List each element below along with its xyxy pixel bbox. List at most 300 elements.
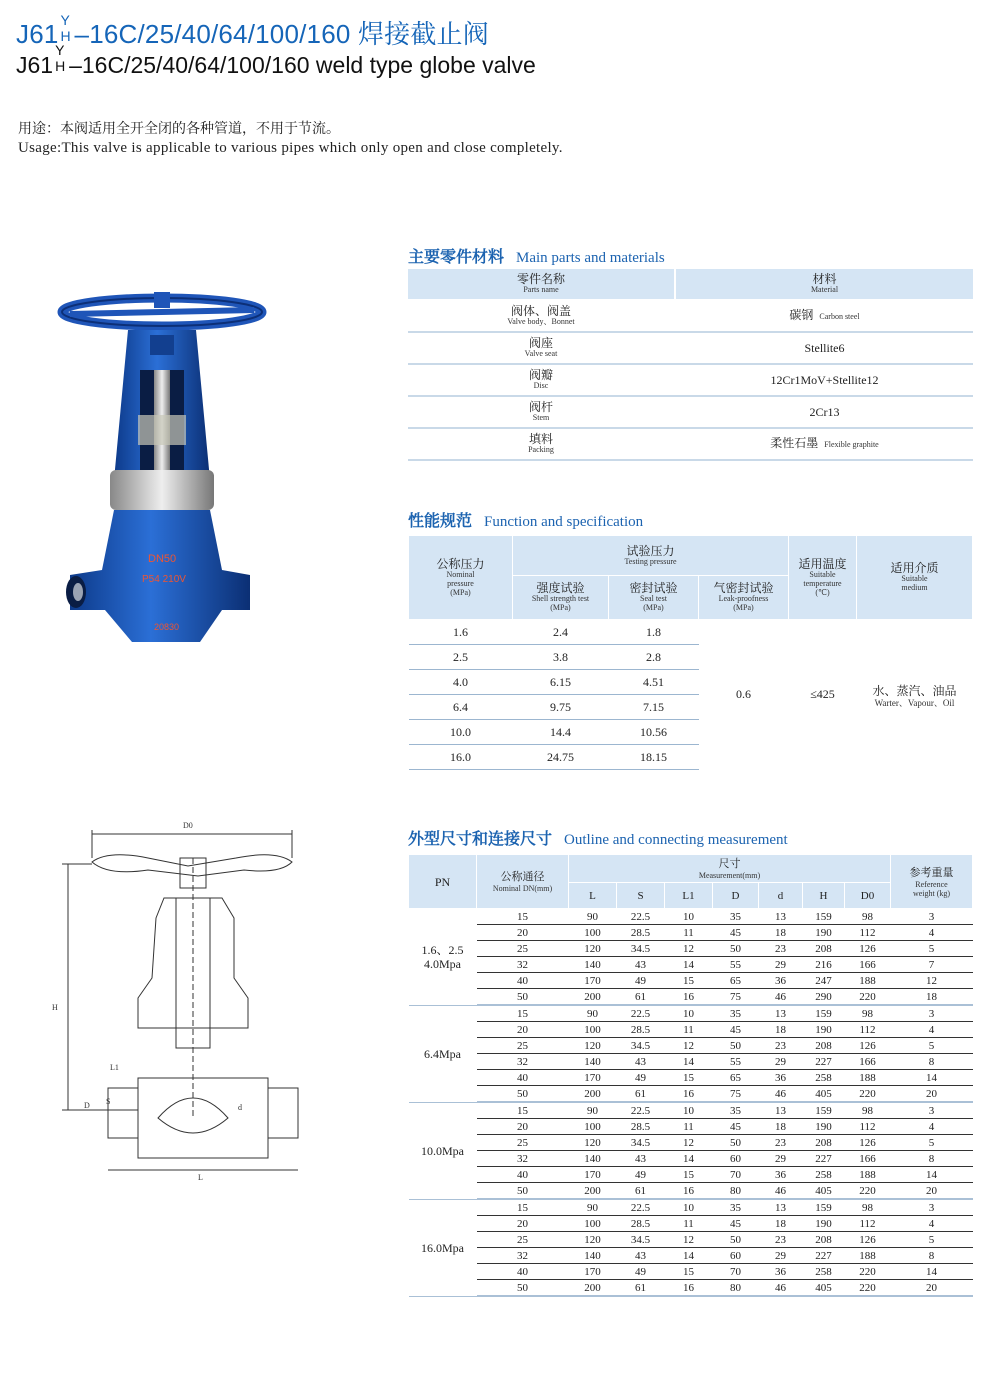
table-row: 填料 Packing 柔性石墨 Flexible graphite [408, 428, 973, 460]
table-row [409, 973, 973, 989]
photo-mark-serial: 20830 [154, 622, 180, 632]
table-row [409, 1119, 973, 1135]
table-cell: 258 [803, 1070, 845, 1086]
table-cell: 40 [477, 1264, 569, 1280]
table-cell: 200 [569, 1086, 617, 1103]
table-cell: 14 [665, 1054, 713, 1070]
pressure-group-label: 1.6、2.5 4.0Mpa [409, 909, 477, 1006]
table-cell: 14 [891, 1167, 973, 1183]
dim-small-d: d [238, 1103, 242, 1112]
table-cell: 15 [477, 1102, 569, 1119]
table-cell: 4 [891, 925, 973, 941]
header-material: 材料 Material [675, 269, 973, 300]
table-cell: 120 [569, 1038, 617, 1054]
header-col-d: D [713, 883, 759, 909]
table-cell: 140 [569, 1248, 617, 1264]
table-cell: 3 [891, 1199, 973, 1216]
table-cell: 36 [759, 1167, 803, 1183]
temp-value: ≤425 [810, 687, 835, 702]
table-cell: 405 [803, 1183, 845, 1200]
table-cell: 200 [569, 989, 617, 1006]
table-cell: 10 [665, 909, 713, 925]
table-cell: 8 [891, 1151, 973, 1167]
table-row [409, 1264, 973, 1280]
table-cell: 50 [477, 1086, 569, 1103]
table-cell: 65 [713, 973, 759, 989]
table-cell: 10 [665, 1199, 713, 1216]
table-row: 阀体、阀盖 Valve body、Bonnet 碳钢 Carbon steel [408, 300, 973, 332]
table-cell: 405 [803, 1280, 845, 1297]
table-cell: 23 [759, 1135, 803, 1151]
table-cell: 3 [891, 1102, 973, 1119]
table-cell: 61 [617, 989, 665, 1006]
table-row [409, 989, 973, 1006]
table-row: 阀座 Valve seat Stellite6 [408, 332, 973, 364]
table-cell: 140 [569, 1054, 617, 1070]
table-cell: 15 [665, 973, 713, 989]
parts-table [408, 269, 973, 461]
header-nominal: 公称压力 Nominal pressure (MPa) [409, 536, 513, 620]
table-cell: 12 [891, 973, 973, 989]
header-col-l1: L1 [665, 883, 713, 909]
valve-drawing [48, 818, 338, 1198]
table-cell: 16 [665, 1183, 713, 1200]
table-cell: 70 [713, 1264, 759, 1280]
table-cell: 43 [617, 1248, 665, 1264]
table-cell: 11 [665, 925, 713, 941]
page-title-cn: J61 Y H –16C/25/40/64/100/160 焊接截止阀 [16, 12, 489, 49]
table-cell: 190 [803, 1022, 845, 1038]
table-row: 6.4 9.75 7.15 [409, 695, 973, 720]
header-col-s: S [617, 883, 665, 909]
table-cell: 75 [713, 989, 759, 1006]
table-cell: 22.5 [617, 909, 665, 925]
table-row [409, 925, 973, 941]
table-cell: 5 [891, 1135, 973, 1151]
table-row [409, 1216, 973, 1232]
table-cell: 120 [569, 1232, 617, 1248]
table-cell: 35 [713, 1199, 759, 1216]
table-cell: 14 [665, 957, 713, 973]
table-cell: 190 [803, 1119, 845, 1135]
table-cell: 45 [713, 1119, 759, 1135]
table-cell: 227 [803, 1054, 845, 1070]
table-cell: 98 [845, 909, 891, 925]
table-cell: 12 [665, 941, 713, 957]
table-cell: 28.5 [617, 1119, 665, 1135]
table-cell: 20 [891, 1086, 973, 1103]
table-cell: 50 [713, 1232, 759, 1248]
table-cell: 98 [845, 1005, 891, 1022]
table-row [409, 1070, 973, 1086]
table-cell: 220 [845, 1086, 891, 1103]
table-cell: 100 [569, 925, 617, 941]
header-weight: 参考重量 Reference weight (kg) [891, 855, 973, 909]
table-cell: 45 [713, 1216, 759, 1232]
table-cell: 18 [759, 1022, 803, 1038]
dim-s: S [106, 1097, 111, 1106]
table-cell: 220 [845, 1280, 891, 1297]
table-cell: 46 [759, 1183, 803, 1200]
table-cell: 5 [891, 1232, 973, 1248]
usage-en: Usage:This valve is applicable to various pipes which only open and close completely. [18, 140, 563, 156]
header-measurement: 尺寸 Measurement(mm) [569, 855, 891, 883]
table-cell: 10 [665, 1005, 713, 1022]
table-cell: 80 [713, 1280, 759, 1297]
table-cell: 15 [477, 909, 569, 925]
table-cell: 49 [617, 1167, 665, 1183]
table-row [409, 1248, 973, 1264]
table-cell: 14 [891, 1070, 973, 1086]
table-cell: 216 [803, 957, 845, 973]
table-cell: 140 [569, 1151, 617, 1167]
table-cell: 112 [845, 1119, 891, 1135]
table-row [409, 1022, 973, 1038]
usage-cn: 用途：本阀适用全开全闭的各种管道，不用于节流。 [18, 122, 340, 137]
table-cell: 10 [665, 1102, 713, 1119]
dim-l: L [198, 1173, 203, 1182]
table-cell: 14 [665, 1248, 713, 1264]
table-cell: 13 [759, 1102, 803, 1119]
table-cell: 20 [477, 925, 569, 941]
table-cell: 46 [759, 989, 803, 1006]
table-cell: 23 [759, 941, 803, 957]
table-cell: 20 [891, 1280, 973, 1297]
table-cell: 34.5 [617, 1232, 665, 1248]
table-cell: 22.5 [617, 1199, 665, 1216]
table-cell: 405 [803, 1086, 845, 1103]
table-row: 2.5 3.8 2.8 [409, 645, 973, 670]
table-cell: 61 [617, 1086, 665, 1103]
table-cell: 25 [477, 941, 569, 957]
table-cell: 188 [845, 1248, 891, 1264]
leak-value: 0.6 [736, 687, 751, 702]
table-cell: 15 [665, 1167, 713, 1183]
table-cell: 43 [617, 1054, 665, 1070]
table-cell: 43 [617, 957, 665, 973]
table-cell: 200 [569, 1280, 617, 1297]
valve-photo [50, 290, 300, 670]
table-cell: 50 [477, 1280, 569, 1297]
table-cell: 227 [803, 1151, 845, 1167]
table-cell: 28.5 [617, 1022, 665, 1038]
photo-mark-dn: DN50 [148, 553, 177, 565]
table-cell: 247 [803, 973, 845, 989]
table-cell: 126 [845, 1038, 891, 1054]
table-cell: 100 [569, 1022, 617, 1038]
table-cell: 40 [477, 973, 569, 989]
table-cell: 32 [477, 957, 569, 973]
table-cell: 190 [803, 1216, 845, 1232]
table-cell: 43 [617, 1151, 665, 1167]
table-cell: 25 [477, 1038, 569, 1054]
table-cell: 50 [477, 989, 569, 1006]
table-cell: 20 [477, 1022, 569, 1038]
table-cell: 23 [759, 1038, 803, 1054]
table-cell: 15 [665, 1070, 713, 1086]
table-cell: 29 [759, 1151, 803, 1167]
table-cell: 7 [891, 957, 973, 973]
table-cell: 14 [891, 1264, 973, 1280]
table-cell: 11 [665, 1022, 713, 1038]
table-cell: 50 [477, 1183, 569, 1200]
table-cell: 36 [759, 1070, 803, 1086]
table-row [409, 1135, 973, 1151]
table-cell: 61 [617, 1183, 665, 1200]
table-cell: 220 [845, 1264, 891, 1280]
table-cell: 40 [477, 1167, 569, 1183]
table-cell: 8 [891, 1054, 973, 1070]
table-cell: 11 [665, 1119, 713, 1135]
header-col-h: H [803, 883, 845, 909]
table-cell: 4 [891, 1216, 973, 1232]
header-part: 零件名称 Parts name [408, 269, 675, 300]
header-testing: 试验压力 Testing pressure [513, 536, 789, 576]
table-row [409, 1038, 973, 1054]
header-col-l: L [569, 883, 617, 909]
table-cell: 290 [803, 989, 845, 1006]
page-title-en: J61 Y H –16C/25/40/64/100/160 weld type globe valve [16, 42, 536, 78]
table-cell: 29 [759, 1054, 803, 1070]
table-cell: 55 [713, 1054, 759, 1070]
table-cell: 32 [477, 1151, 569, 1167]
table-cell: 12 [665, 1232, 713, 1248]
table-cell: 5 [891, 1038, 973, 1054]
table-row: 阀杆 Stem 2Cr13 [408, 396, 973, 428]
table-cell: 16 [665, 1280, 713, 1297]
table-cell: 65 [713, 1070, 759, 1086]
spec-section-title: 性能规范 Function and specification [408, 513, 644, 530]
table-cell: 36 [759, 1264, 803, 1280]
table-cell: 188 [845, 973, 891, 989]
table-cell: 13 [759, 1199, 803, 1216]
table-cell: 120 [569, 1135, 617, 1151]
table-cell: 90 [569, 909, 617, 925]
table-cell: 70 [713, 1167, 759, 1183]
table-cell: 18 [759, 1216, 803, 1232]
table-cell: 166 [845, 1054, 891, 1070]
table-cell: 12 [665, 1038, 713, 1054]
table-row [409, 1151, 973, 1167]
table-row: 1.6 2.4 1.8 0.6 ≤425 水、蒸汽、油品 Warter、Vapour、Oil [409, 620, 973, 645]
table-cell: 32 [477, 1248, 569, 1264]
dim-d: D [84, 1101, 90, 1110]
dim-h: H [52, 1003, 58, 1012]
table-cell: 3 [891, 909, 973, 925]
table-cell: 5 [891, 941, 973, 957]
table-cell: 208 [803, 1038, 845, 1054]
table-cell: 18 [759, 1119, 803, 1135]
medium-value: 水、蒸汽、油品 Warter、Vapour、Oil [872, 683, 957, 708]
table-cell: 18 [759, 925, 803, 941]
meas-section-title: 外型尺寸和连接尺寸 Outline and connecting measurement [408, 831, 788, 848]
table-row [409, 1005, 973, 1022]
table-cell: 120 [569, 941, 617, 957]
table-cell: 258 [803, 1264, 845, 1280]
table-cell: 170 [569, 1264, 617, 1280]
table-cell: 90 [569, 1005, 617, 1022]
table-cell: 258 [803, 1167, 845, 1183]
table-cell: 34.5 [617, 1135, 665, 1151]
parts-section-title: 主要零件材料 Main parts and materials [408, 249, 665, 266]
table-row [409, 941, 973, 957]
table-cell: 3 [891, 1005, 973, 1022]
table-cell: 166 [845, 957, 891, 973]
pressure-group-label: 16.0Mpa [409, 1199, 477, 1296]
meas-body [409, 909, 973, 1297]
table-cell: 34.5 [617, 941, 665, 957]
table-cell: 46 [759, 1086, 803, 1103]
meas-table [408, 854, 973, 1297]
table-cell: 16 [665, 989, 713, 1006]
table-cell: 49 [617, 1070, 665, 1086]
table-cell: 90 [569, 1102, 617, 1119]
table-row [409, 957, 973, 973]
table-cell: 28.5 [617, 925, 665, 941]
dim-l1: L1 [110, 1063, 119, 1072]
table-cell: 100 [569, 1216, 617, 1232]
table-cell: 11 [665, 1216, 713, 1232]
table-cell: 55 [713, 957, 759, 973]
table-cell: 126 [845, 941, 891, 957]
table-cell: 29 [759, 1248, 803, 1264]
table-row: 阀瓣 Disc 12Cr1MoV+Stellite12 [408, 364, 973, 396]
table-cell: 227 [803, 1248, 845, 1264]
table-cell: 25 [477, 1232, 569, 1248]
table-cell: 98 [845, 1102, 891, 1119]
table-cell: 140 [569, 957, 617, 973]
table-cell: 28.5 [617, 1216, 665, 1232]
spec-table [408, 535, 973, 770]
table-cell: 100 [569, 1119, 617, 1135]
table-row [409, 1086, 973, 1103]
table-cell: 190 [803, 925, 845, 941]
table-cell: 61 [617, 1280, 665, 1297]
table-cell: 32 [477, 1054, 569, 1070]
table-cell: 220 [845, 1183, 891, 1200]
table-cell: 126 [845, 1135, 891, 1151]
table-cell: 18 [891, 989, 973, 1006]
table-cell: 22.5 [617, 1005, 665, 1022]
table-cell: 35 [713, 1005, 759, 1022]
table-row: 4.0 6.15 4.51 [409, 670, 973, 695]
table-cell: 112 [845, 1216, 891, 1232]
table-cell: 15 [665, 1264, 713, 1280]
table-cell: 34.5 [617, 1038, 665, 1054]
table-cell: 13 [759, 909, 803, 925]
table-cell: 80 [713, 1183, 759, 1200]
table-cell: 35 [713, 1102, 759, 1119]
table-cell: 90 [569, 1199, 617, 1216]
table-cell: 170 [569, 1167, 617, 1183]
table-cell: 8 [891, 1248, 973, 1264]
table-cell: 20 [891, 1183, 973, 1200]
header-temperature: 适用温度 Suitable temperature (℃) [789, 536, 857, 620]
table-cell: 49 [617, 973, 665, 989]
table-cell: 40 [477, 1070, 569, 1086]
table-cell: 16 [665, 1086, 713, 1103]
table-row [409, 1102, 973, 1119]
header-leak: 气密封试验 Leak-proofness (MPa) [699, 576, 789, 620]
table-cell: 12 [665, 1135, 713, 1151]
table-row [409, 1232, 973, 1248]
table-cell: 35 [713, 909, 759, 925]
table-cell: 36 [759, 973, 803, 989]
table-cell: 170 [569, 973, 617, 989]
table-cell: 50 [713, 1135, 759, 1151]
pressure-group-label: 6.4Mpa [409, 1005, 477, 1102]
header-dn: 公称通径 Nominal DN(mm) [477, 855, 569, 909]
table-row: 10.0 14.4 10.56 [409, 720, 973, 745]
table-cell: 46 [759, 1280, 803, 1297]
table-cell: 112 [845, 925, 891, 941]
table-row [409, 1167, 973, 1183]
header-col-small-d: d [759, 883, 803, 909]
table-cell: 50 [713, 1038, 759, 1054]
table-cell: 23 [759, 1232, 803, 1248]
table-row [409, 1199, 973, 1216]
dim-d0: D0 [183, 821, 193, 830]
table-cell: 220 [845, 989, 891, 1006]
table-cell: 29 [759, 957, 803, 973]
table-cell: 208 [803, 1232, 845, 1248]
pressure-group-label: 10.0Mpa [409, 1102, 477, 1199]
table-cell: 98 [845, 1199, 891, 1216]
table-cell: 200 [569, 1183, 617, 1200]
table-cell: 20 [477, 1216, 569, 1232]
table-cell: 159 [803, 1199, 845, 1216]
table-cell: 15 [477, 1199, 569, 1216]
header-seal: 密封试验 Seal test (MPa) [609, 576, 699, 620]
table-cell: 45 [713, 925, 759, 941]
table-cell: 170 [569, 1070, 617, 1086]
table-cell: 22.5 [617, 1102, 665, 1119]
table-cell: 159 [803, 909, 845, 925]
table-row: 16.0 24.75 18.15 [409, 745, 973, 770]
table-row [409, 1054, 973, 1070]
table-cell: 159 [803, 1102, 845, 1119]
table-cell: 159 [803, 1005, 845, 1022]
header-pn: PN [409, 855, 477, 909]
table-cell: 188 [845, 1167, 891, 1183]
table-cell: 14 [665, 1151, 713, 1167]
table-cell: 4 [891, 1022, 973, 1038]
table-cell: 60 [713, 1248, 759, 1264]
header-col-d0: D0 [845, 883, 891, 909]
table-cell: 75 [713, 1086, 759, 1103]
table-row [409, 1280, 973, 1297]
table-cell: 126 [845, 1232, 891, 1248]
header-shell: 强度试验 Shell strength test (MPa) [513, 576, 609, 620]
table-cell: 208 [803, 1135, 845, 1151]
table-cell: 45 [713, 1022, 759, 1038]
table-cell: 25 [477, 1135, 569, 1151]
table-row [409, 909, 973, 925]
header-medium: 适用介质 Suitable medium [857, 536, 973, 620]
table-header-row [408, 269, 973, 300]
table-cell: 15 [477, 1005, 569, 1022]
table-cell: 13 [759, 1005, 803, 1022]
table-cell: 112 [845, 1022, 891, 1038]
table-cell: 208 [803, 941, 845, 957]
table-cell: 60 [713, 1151, 759, 1167]
table-cell: 166 [845, 1151, 891, 1167]
table-cell: 20 [477, 1119, 569, 1135]
table-row [409, 1183, 973, 1200]
table-cell: 4 [891, 1119, 973, 1135]
photo-mark-p: P54 210V [142, 574, 186, 585]
table-cell: 50 [713, 941, 759, 957]
